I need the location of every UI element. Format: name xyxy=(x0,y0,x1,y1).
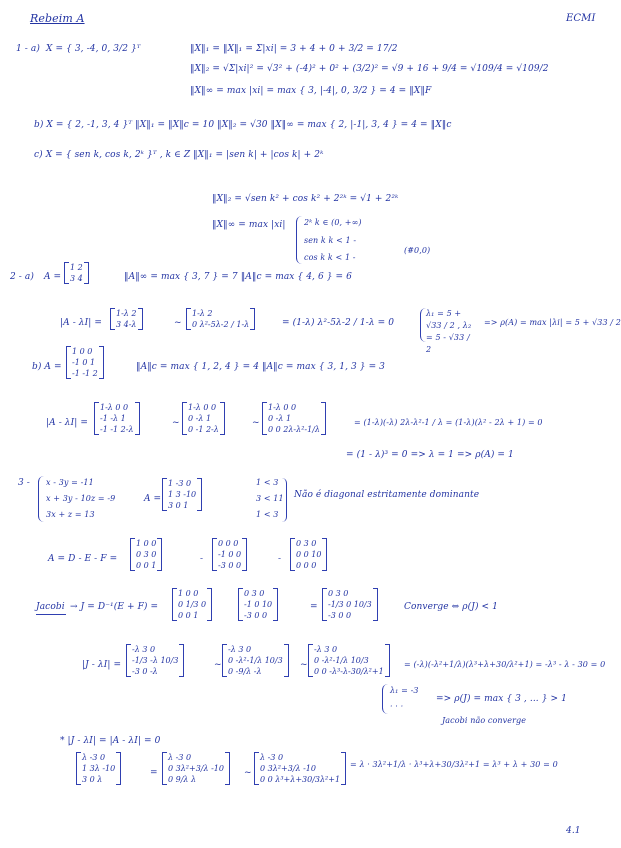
ex2-b-norms: ‖A‖c = max { 1, 2, 4 } = 4 ‖A‖c = max { 3, 1, 3 } = 3 xyxy=(136,362,386,372)
jdet-root: λ₁ = -3 xyxy=(390,686,419,695)
ex1-a-norm1: ‖X‖₁ = ‖X‖₁ = Σ|xi| = 3 + 4 + 0 + 3/2 = 17/2 xyxy=(190,44,398,54)
ex1-c-norminf: ‖X‖∞ = max |xi| xyxy=(212,220,286,230)
ex2-b-det-matrix-1: 1-λ 0 0 -1 -λ 1 -1 -1 2-λ xyxy=(94,402,140,435)
star-matrix-3: λ -3 0 0 3λ²+3/λ -10 0 0 λ³+λ+30/3λ²+1 xyxy=(254,752,346,785)
ex2-a-label: 2 - a) xyxy=(10,272,34,282)
ex1-a-norm2: ‖X‖₂ = √Σ|xi|² = √3² + (-4)² + 0² + (3/2)² = √9 + 16 + 9/4 = √109/4 = √109/2 xyxy=(190,64,549,74)
ex3-side-2: 3 < 11 xyxy=(256,494,284,503)
ex3-eq-3: 3x + z = 13 xyxy=(46,510,95,519)
ex1-case-3: cos k k < 1 - xyxy=(304,253,356,262)
ex1-aside: (#0,0) xyxy=(404,246,431,255)
ex2-b-det-matrix-3: 1-λ 0 0 0 -λ 1 0 0 2λ-λ²-1/λ xyxy=(262,402,326,435)
jdet-matrix-1: -λ 3 0 -1/3 -λ 10/3 -3 0 -λ xyxy=(126,644,184,677)
ex2-b-det-lhs: |A - λI| = xyxy=(46,418,88,428)
jdet-matrix-2: -λ 3 0 0 -λ²-1/λ 10/3 0 -9/λ -λ xyxy=(222,644,289,677)
ex2-b-result: = (1 - λ)³ = 0 => λ = 1 => ρ(A) = 1 xyxy=(346,450,514,460)
scanned-page: Rebeim A ECMI 1 - a) X = { 3, -4, 0, 3/2 }ᵀ ‖X‖₁ = ‖X‖₁ = Σ|xi| = 3 + 4 + 0 + 3/2 = 17/2 ‖X‖₂ = √Σ|xi|² = √3² + (-4)² + 0² + (3/2)² = √9 + 16 + 9/4 = √109/4 = √109/2 ‖X‖∞ = max |xi| = max { 3, |-4|, 0, 3/2 } = 4 = ‖X‖F b) X = { 2, -1, 3, 4 }ᵀ ‖X‖₁ = ‖X‖c = 10 ‖X‖₂ = √30 ‖X‖∞ = max { 2, |-1|, 3, 4 } = 4 = ‖X‖c c) X = { sen k, cos k, 2ᵏ }ᵀ , k ∈ Z ‖X‖₁ = |sen k| + |cos k| + 2ᵏ ‖X‖₂ = √sen k² + cos k² + 2²ᵏ = √1 + 2²ᵏ ‖X‖∞ = max |xi| 2ᵏ k ∈ (0, +∞) sen k k < 1 - cos k k < 1 - (#0,0) 2 - a) A = 1 2 3 4 ‖A‖∞ = max { 3, 7 } = 7 ‖A‖c = max { 4, 6 } = 6 |A - λI| = 1-λ 2 3 4-λ ~ 1-λ 2 0 λ²-5λ-2 / 1-λ = (1-λ) λ²-5λ-2 / 1-λ = 0 λ₁ = 5 + √33 / 2 , λ₂ = 5 - √33 / 2 => ρ(A) = max |λi| = 5 + √33 / 2 b) A = 1 0 0 -1 0 1 -1 -1 2 ‖A‖c = max { 1, 2, 4 } = 4 ‖A‖c = max { 3, 1, 3 } = 3 |A - λI| = 1-λ 0 0 -1 -λ 1 -1 -1 2-λ ~ 1-λ 0 0 0 -λ 1 0 -1 2-λ ~ 1-λ 0 0 0 -λ 1 0 0 2λ-λ²-1/λ = (1-λ)(-λ) 2λ-λ²-1 / λ = (1-λ)(λ² - 2λ + 1) = 0 = (1 - λ)³ = 0 => λ = 1 => ρ(A) = 1 3 - x - 3y = -11 x + 3y - 10z = -9 3x + z = 13 A = 1 -3 0 1 3 -10 3 0 1 1 < 3 3 < 11 1 < 3 Não é diagonal estritamente dominante A = D - E - F = 1 0 0 0 3 0 0 0 1 - 0 0 0 -1 0 0 -3 0 0 - 0 3 0 0 0 10 0 0 0 Jacobi → J = D⁻¹(E + F) = 1 0 0 0 1/3 0 0 0 1 0 3 0 -1 0 10 -3 0 0 = 0 3 0 -1/3 0 10/3 -3 0 0 Converge ⇔ ρ(J) < 1 |J - λI| = -λ 3 0 -1/3 -λ 10/3 -3 0 -λ ~ -λ 3 0 0 -λ²-1/λ 10/3 0 -9/λ -λ ~ -λ 3 0 0 -λ²-1/λ 10/3 0 0 -λ³-λ-30/λ²+1 = (-λ)(-λ²+1/λ)(λ³+λ+30/λ²+1) = -λ³ - λ - 30 = 0 λ₁ = -3 · · · => ρ(J) = max { 3 , ... } > 1 Jacobi não converge * |J - λI| = |A - λI| = 0 λ -3 0 1 3λ -10 3 0 λ = λ -3 0 0 3λ²+3/λ -10 0 9/λ λ ~ λ -3 0 0 3λ²+3/λ -10 0 0 λ³+λ+30/3λ²+1 = λ · 3λ²+1/λ · λ³+λ+30/3λ²+1 = λ³ + λ + 30 = 0 4.1 xyxy=(0,0,600,848)
ex1-a-norminf: ‖X‖∞ = max |xi| = max { 3, |-4|, 0, 3/2 } = 4 = ‖X‖F xyxy=(190,86,432,96)
star-line: * |J - λI| = |A - λI| = 0 xyxy=(60,736,161,746)
ex2-a-roots: λ₁ = 5 + √33 / 2 , λ₂ = 5 - √33 / 2 xyxy=(426,309,472,354)
jdet-rho: => ρ(J) = max { 3 , ... } > 1 xyxy=(436,694,567,704)
ex2-a-rho: => ρ(A) = max |λi| = 5 + √33 / 2 xyxy=(484,318,621,327)
ex3-a-matrix: 1 -3 0 1 3 -10 3 0 1 xyxy=(162,478,202,511)
jdet-matrix-3: -λ 3 0 0 -λ²-1/λ 10/3 0 0 -λ³-λ-30/λ²+1 xyxy=(308,644,390,677)
jacobi-converge: Converge ⇔ ρ(J) < 1 xyxy=(404,602,498,612)
jacobi-result-matrix: 0 3 0 -1/3 0 10/3 -3 0 0 xyxy=(322,588,378,621)
star-matrix-2: λ -3 0 0 3λ²+3/λ -10 0 9/λ λ xyxy=(162,752,230,785)
jacobi-ef-matrix: 0 3 0 -1 0 10 -3 0 0 xyxy=(238,588,278,621)
ex2-a-det-matrix-2: 1-λ 2 0 λ²-5λ-2 / 1-λ xyxy=(186,308,255,330)
ex3-side-1: 1 < 3 xyxy=(256,478,279,487)
ex2-b-label: b) A = xyxy=(32,362,62,372)
ex3-eq-1: x - 3y = -11 xyxy=(46,478,94,487)
ex3-side-3: 1 < 3 xyxy=(256,510,279,519)
ex3-e-matrix: 0 0 0 -1 0 0 -3 0 0 xyxy=(212,538,247,571)
ex2-a-norms: ‖A‖∞ = max { 3, 7 } = 7 ‖A‖c = max { 4, 6 } = 6 xyxy=(124,272,352,282)
jdet-lhs: |J - λI| = xyxy=(82,660,122,670)
star-rest: = λ · 3λ²+1/λ · λ³+λ+30/3λ²+1 = λ³ + λ + 30 = 0 xyxy=(350,760,558,769)
jacobi-eq: → J = D⁻¹(E + F) = xyxy=(70,602,159,612)
corner-label: ECMI xyxy=(566,13,596,24)
ex3-comment: Não é diagonal estritamente dominante xyxy=(294,490,480,500)
ex3-f-matrix: 0 3 0 0 0 10 0 0 0 xyxy=(290,538,327,571)
ex1-a-label: 1 - a) xyxy=(16,44,40,54)
ex2-b-matrix: 1 0 0 -1 0 1 -1 -1 2 xyxy=(66,346,104,379)
ex1-c-norm2: ‖X‖₂ = √sen k² + cos k² + 2²ᵏ = √1 + 2²ᵏ xyxy=(212,194,399,204)
jdet-rest: = (-λ)(-λ²+1/λ)(λ³+λ+30/λ²+1) = -λ³ - λ - 30 = 0 xyxy=(404,660,606,669)
ex2-b-det-matrix-2: 1-λ 0 0 0 -λ 1 0 -1 2-λ xyxy=(182,402,225,435)
ex2-b-det-rest: = (1-λ)(-λ) 2λ-λ²-1 / λ = (1-λ)(λ² - 2λ + 1) = 0 xyxy=(354,418,543,427)
jdet-conclusion: Jacobi não converge xyxy=(442,716,527,725)
ex1-c-line: c) X = { sen k, cos k, 2ᵏ }ᵀ , k ∈ Z ‖X‖₁ = |sen k| + |cos k| + 2ᵏ xyxy=(34,150,324,160)
ex3-label: 3 - xyxy=(18,478,30,488)
ex3-d-matrix: 1 0 0 0 3 0 0 0 1 xyxy=(130,538,162,571)
ex1-case-2: sen k k < 1 - xyxy=(304,236,357,245)
page-number: 4.1 xyxy=(566,826,581,836)
ex1-b-line: b) X = { 2, -1, 3, 4 }ᵀ ‖X‖₁ = ‖X‖c = 10 ‖X‖₂ = √30 ‖X‖∞ = max { 2, |-1|, 3, 4 } = 4 = ‖X‖c xyxy=(34,120,452,130)
jacobi-title: Jacobi xyxy=(36,602,65,612)
ex2-a-det-rest: = (1-λ) λ²-5λ-2 / 1-λ = 0 xyxy=(282,318,395,328)
ex2-a-det-matrix-1: 1-λ 2 3 4-λ xyxy=(110,308,143,330)
ex1-case-1: 2ᵏ k ∈ (0, +∞) xyxy=(304,218,362,227)
cases-brace xyxy=(296,216,303,264)
jdet-dots: · · · xyxy=(390,702,404,711)
ex3-a-eq: A = xyxy=(144,494,162,504)
page-title: Rebeim A xyxy=(30,12,85,25)
ex1-a-vector: X = { 3, -4, 0, 3/2 }ᵀ xyxy=(46,44,141,54)
ex2-a-matrix: 1 2 3 4 xyxy=(64,262,89,284)
ex3-split-lhs: A = D - E - F = xyxy=(48,554,118,564)
ex2-a-det-lhs: |A - λI| = xyxy=(60,318,102,328)
star-matrix-1: λ -3 0 1 3λ -10 3 0 λ xyxy=(76,752,121,785)
jacobi-dinv-matrix: 1 0 0 0 1/3 0 0 0 1 xyxy=(172,588,212,621)
ex3-eq-2: x + 3y - 10z = -9 xyxy=(46,494,116,503)
